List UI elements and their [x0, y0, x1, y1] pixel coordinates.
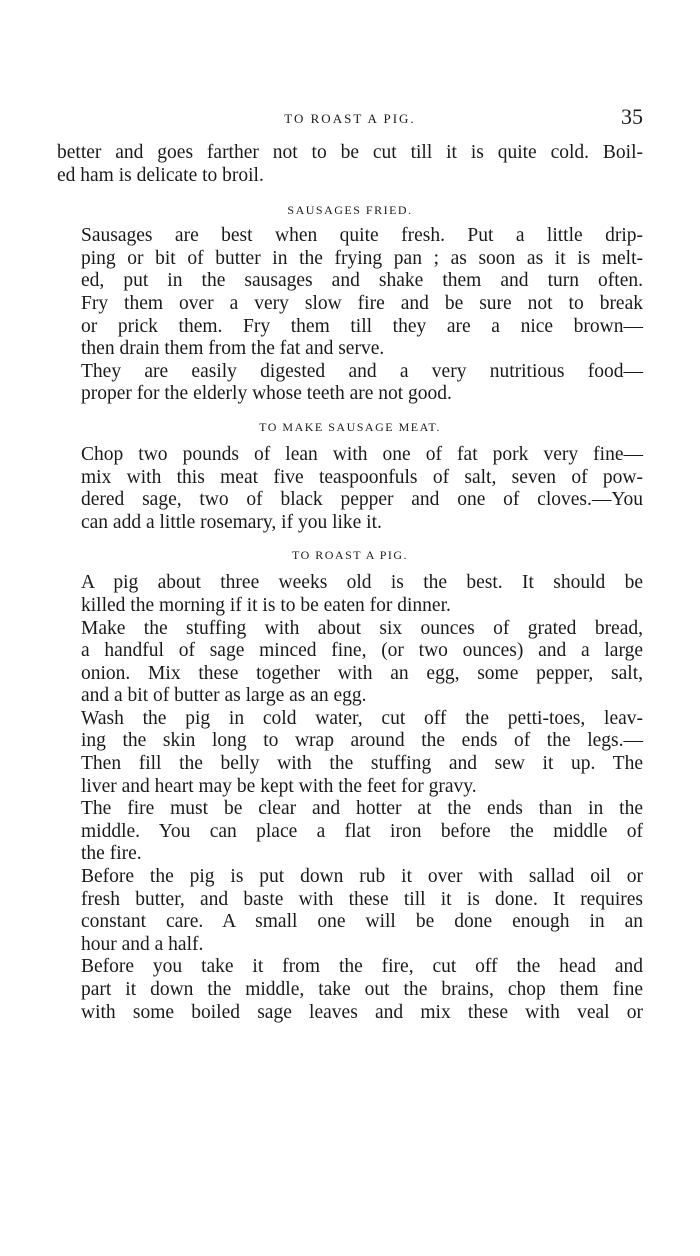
text-line: liver and heart may be kept with the feet for gravy.	[81, 775, 477, 797]
text-line: the fire.	[81, 843, 142, 865]
paragraph	[57, 956, 643, 1024]
text-line: ed ham is delicate to broil.	[57, 164, 264, 186]
text-line: and a bit of butter as large as an egg.	[81, 685, 367, 707]
text-line: Chop two pounds of lean with one of fat pork very fine—	[81, 443, 643, 465]
text-line: a handful of sage minced fine, (or two ounces) and a large	[81, 640, 643, 662]
text-line: Make the stuffing with about six ounces of grated bread,	[81, 617, 643, 639]
running-title: TO ROAST A PIG.	[284, 111, 416, 126]
text-line: Before you take it from the fire, cut off the head and	[81, 956, 643, 978]
continuation-paragraph	[57, 142, 643, 187]
text-line: ed, put in the sausages and shake them and turn often.	[81, 270, 643, 292]
text-line: middle. You can place a flat iron before the middle of	[81, 820, 643, 842]
paragraph	[57, 361, 643, 406]
text-line: proper for the elderly whose teeth are not good.	[81, 383, 452, 405]
text-line: ing the skin long to wrap around the ends of the legs.—	[81, 730, 643, 752]
text-line: or prick them. Fry them till they are a nice brown—	[81, 315, 643, 337]
text-line: Fry them over a very slow fire and be sure not to break	[81, 292, 643, 314]
text-line: Wash the pig in cold water, cut off the petti-toes, leav-	[81, 707, 643, 729]
page-number: 35	[621, 104, 643, 129]
book-page	[57, 104, 643, 1024]
section-heading-sausages-fried: SAUSAGES FRIED.	[287, 203, 413, 218]
paragraph	[57, 798, 643, 866]
text-line: with some boiled sage leaves and mix these with veal or	[81, 1001, 643, 1023]
text-line: Sausages are best when quite fresh. Put a little drip-	[81, 225, 643, 247]
text-line: then drain them from the fat and serve.	[81, 338, 385, 360]
text-line: ping or bit of butter in the frying pan ; as soon as it is melt-	[81, 247, 643, 269]
text-line: constant care. A small one will be done enough in an	[81, 911, 643, 933]
text-line: better and goes farther not to be cut till it is quite cold. Boil-	[57, 142, 643, 163]
paragraph	[57, 225, 643, 361]
paragraph	[57, 618, 643, 708]
section-heading-roast-pig: TO ROAST A PIG.	[291, 548, 409, 563]
text-line: hour and a half.	[81, 933, 204, 955]
text-line: mix with this meat five teaspoonfuls of salt, seven of pow-	[81, 466, 643, 488]
text-line: Then fill the belly with the stuffing and sew it up. The	[81, 753, 643, 775]
text-line: killed the morning if it is to be eaten for dinner.	[81, 594, 451, 616]
text-line: They are easily digested and a very nutritious food—	[81, 360, 643, 382]
text-line: The fire must be clear and hotter at the ends than in the	[81, 798, 643, 820]
text-line: Before the pig is put down rub it over with sallad oil or	[81, 866, 643, 888]
paragraph	[57, 444, 643, 534]
text-line: fresh butter, and baste with these till it is done. It requires	[81, 888, 643, 910]
paragraph	[57, 572, 643, 617]
paragraph	[57, 866, 643, 956]
running-head	[57, 104, 643, 138]
section-heading-sausage-meat: TO MAKE SAUSAGE MEAT.	[259, 419, 441, 434]
text-line: onion. Mix these together with an egg, some pepper, salt,	[81, 662, 643, 684]
text-line: can add a little rosemary, if you like it.	[81, 511, 382, 533]
paragraph	[57, 708, 643, 798]
text-line: part it down the middle, take out the brains, chop them fine	[81, 979, 643, 1000]
text-line: dered sage, two of black pepper and one of cloves.—You	[81, 489, 643, 511]
text-line: A pig about three weeks old is the best. It should be	[81, 572, 643, 594]
